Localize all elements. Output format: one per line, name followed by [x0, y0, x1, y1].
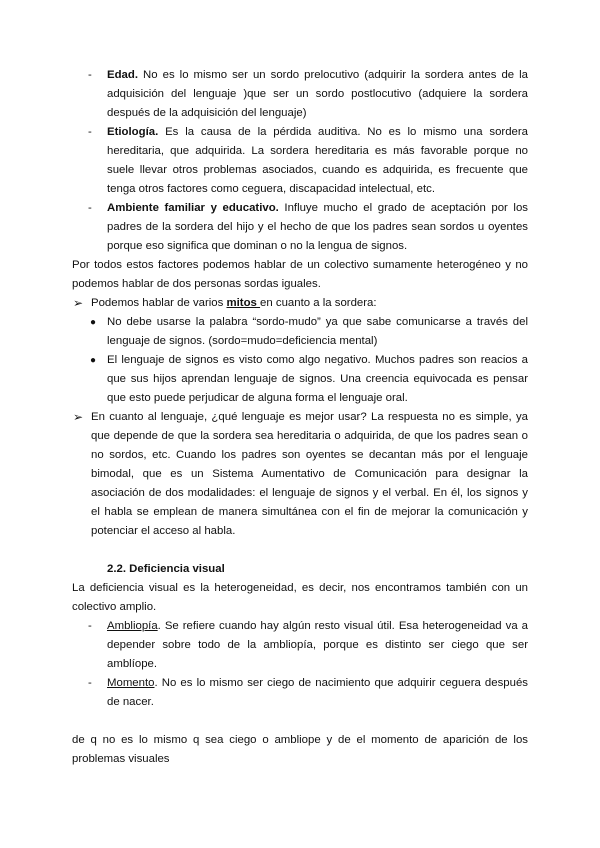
mitos-keyword: mitos — [226, 297, 261, 309]
paragraph-deficiencia-visual: La deficiencia visual es la heterogeneidad, es decir, nos encontramos también con un colectivo amplio. — [72, 582, 528, 613]
list-item-term: Ambliopía — [107, 620, 158, 632]
dash-marker: - — [88, 126, 92, 138]
arrow-item-lenguaje — [0, 408, 600, 541]
paragraph-heterogeneo: Por todos estos factores podemos hablar de un colectivo sumamente heterogéneo y no podemos hablar de dos personas sordas iguales. — [72, 259, 528, 290]
mitos-text-after: en cuanto a la sordera: — [260, 297, 377, 309]
arrow-bullet-icon: ➢ — [73, 296, 84, 310]
paragraph-note: de q no es lo mismo q sea ciego o ambliope y de el momento de aparición de los problemas visuales — [72, 734, 528, 765]
arrow-item-mitos — [0, 294, 600, 313]
dash-marker: - — [88, 202, 92, 214]
list-item-edad — [0, 66, 600, 123]
list-item-text: Influye mucho el grado de aceptación por los padres de la sordera del hijo y el hecho de que los padres sean sordos u oyentes porque eso significa que dominan o no la lengua de signos. — [107, 202, 528, 252]
list-item-term: Etiología. — [107, 126, 159, 138]
document-page — [0, 66, 600, 769]
list-item-text: Es la causa de la pérdida auditiva. No es lo mismo una sordera hereditaria, que adquirida. La sordera hereditaria es más favorable porque no suele llevar otros problemas asociados, cuando es adquirida, es frecuente que tenga otros factores como ceguera, discapacidad intelectual, etc. — [107, 126, 528, 195]
dash-marker: - — [88, 69, 92, 81]
list-item-text: . No es lo mismo ser ciego de nacimiento que adquirir ceguera después de nacer. — [107, 677, 528, 708]
mitos-text-before: Podemos hablar de varios — [91, 297, 227, 309]
list-item-ambiente — [0, 199, 600, 256]
bullet-text: No debe usarse la palabra “sordo-mudo” ya que sabe comunicarse a través del lenguaje de signos. (sordo=mudo=deficiencia mental) — [107, 316, 528, 347]
arrow-bullet-icon: ➢ — [73, 410, 84, 424]
list-item-text: . Se refiere cuando hay algún resto visual útil. Esa heterogeneidad va a depender sobre todo de la ambliopía, porque es distinto ser ciego que ser amblíope. — [107, 620, 528, 670]
list-item-text: No es lo mismo ser un sordo prelocutivo (adquirir la sordera antes de la adquisición del lenguaje )que ser un sordo postlocutivo (adquiere la sordera después de la adquisición del lenguaje) — [107, 69, 528, 119]
bullet-text: El lenguaje de signos es visto como algo negativo. Muchos padres son reacios a que sus hijos aprendan lenguaje de signos. Una creencia equivocada es pensar que esto puede perjudicar de alguna forma el lenguaje oral. — [107, 354, 528, 404]
list-item-ambliopia — [0, 617, 600, 674]
bullet-dot-icon: ● — [90, 355, 97, 366]
dash-marker: - — [88, 677, 92, 689]
bullet-item — [0, 313, 600, 351]
list-item-momento — [0, 674, 600, 712]
bullet-dot-icon: ● — [90, 317, 97, 328]
list-item-term: Edad. — [107, 69, 139, 81]
list-item-etiologia — [0, 123, 600, 199]
bullet-item — [0, 351, 600, 408]
arrow-item-text: En cuanto al lenguaje, ¿qué lenguaje es mejor usar? La respuesta no es simple, ya que depende de que la sordera sea hereditaria o adquirida, de que los padres sean o no sordos, etc. Cuando los padres son oyentes se decantan más por el lenguaje bimodal, que es un Sistema Aumentativo de Comunicación para designar la asociación de dos modalidades: el lenguaje de signos y el verbal. En él, los signos y el habla se emplean de manera simultánea con el fin de mejorar la comunicación y potenciar el acceso al habla. — [91, 411, 528, 537]
dash-marker: - — [88, 620, 92, 632]
list-item-term: Momento — [107, 677, 155, 689]
list-item-term: Ambiente familiar y educativo. — [107, 202, 279, 214]
section-heading: 2.2. Deficiencia visual — [107, 563, 225, 575]
